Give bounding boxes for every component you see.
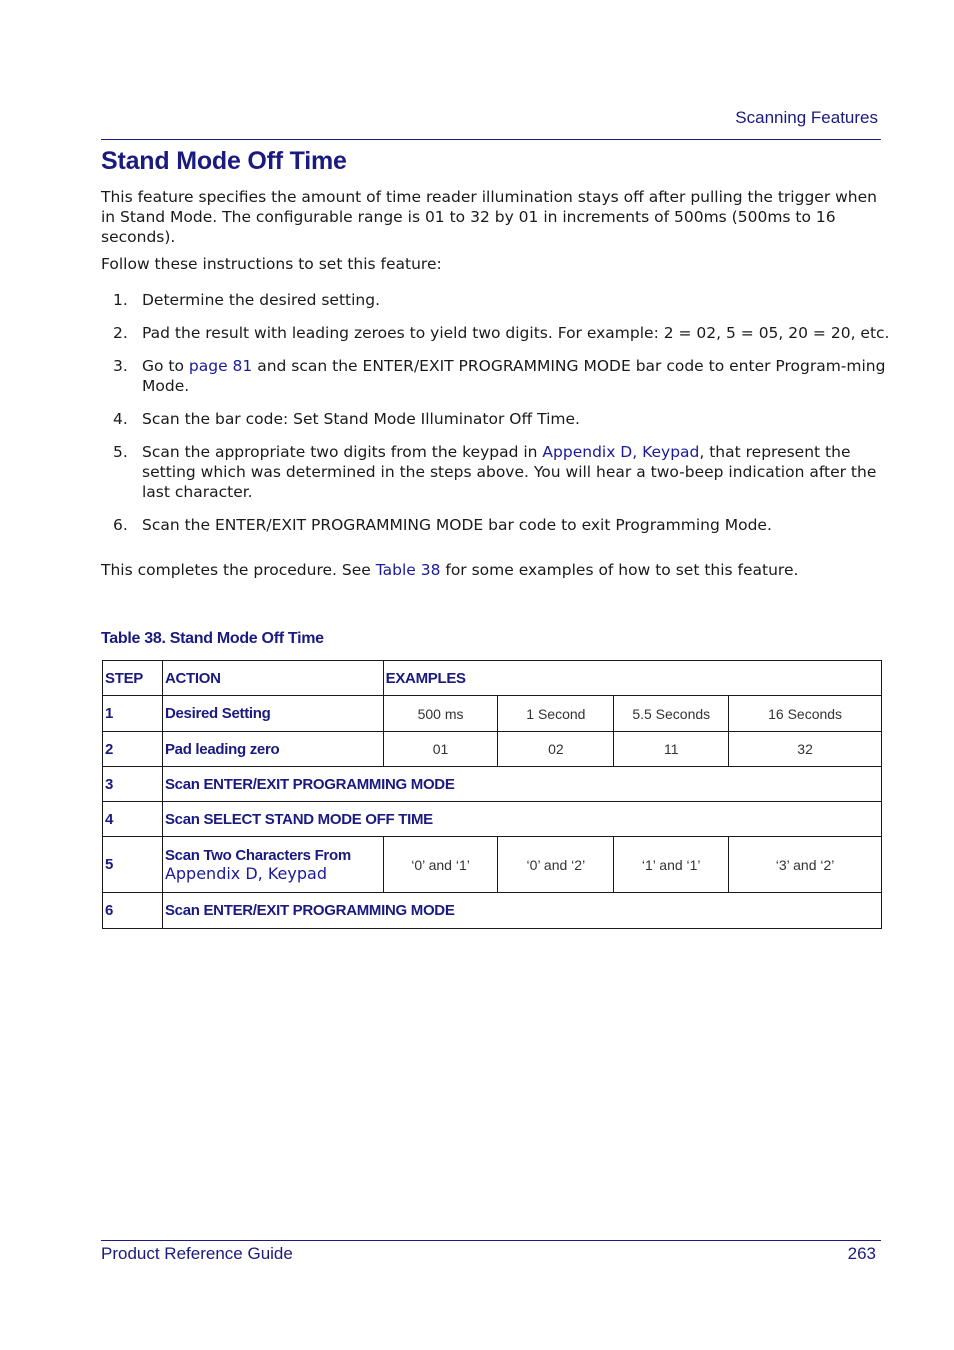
- table-row: [103, 893, 882, 929]
- page-number: 263: [847, 1244, 876, 1263]
- row-action: Scan ENTER/EXIT PROGRAMMING MODE: [162, 767, 881, 802]
- step-text-pre: Go to: [142, 357, 189, 375]
- example-cell: 500 ms: [383, 696, 498, 732]
- header-examples: EXAMPLES: [383, 661, 881, 696]
- example-cell: ‘0’ and ‘1’: [383, 837, 498, 893]
- page-title: Stand Mode Off Time: [101, 147, 347, 175]
- table-link[interactable]: Table 38: [375, 561, 441, 579]
- row-action: Scan ENTER/EXIT PROGRAMMING MODE: [162, 893, 881, 929]
- step-item: [101, 442, 891, 502]
- example-cell: ‘1’ and ‘1’: [614, 837, 729, 893]
- step-number: 6.: [113, 516, 128, 534]
- row-step: 3: [103, 767, 163, 802]
- row-action: Pad leading zero: [162, 732, 383, 767]
- step-item: [101, 290, 891, 310]
- step-item: [101, 323, 891, 343]
- settings-table: [102, 660, 882, 929]
- page-link[interactable]: page 81: [188, 357, 253, 375]
- step-text: Determine the desired setting.: [142, 291, 380, 309]
- step-item: [101, 515, 891, 535]
- row-step: 6: [103, 893, 163, 929]
- example-cell: ‘0’ and ‘2’: [498, 837, 614, 893]
- step-item: [101, 409, 891, 429]
- row-step: 5: [103, 837, 163, 893]
- row-step: 4: [103, 802, 163, 837]
- appendix-link[interactable]: Appendix D, Keypad: [542, 443, 700, 461]
- step-number: 5.: [113, 443, 128, 461]
- closing-paragraph: [101, 560, 891, 580]
- step-text: Scan the ENTER/EXIT PROGRAMMING MODE bar code to exit Programming Mode.: [142, 516, 772, 534]
- row-step: 1: [103, 696, 163, 732]
- procedure-steps: [101, 290, 891, 535]
- table-header-row: [103, 661, 882, 696]
- row-action: Scan SELECT STAND MODE OFF TIME: [162, 802, 881, 837]
- footer-guide-title: Product Reference Guide: [101, 1244, 293, 1263]
- example-cell: ‘3’ and ‘2’: [729, 837, 882, 893]
- table-row: [103, 837, 882, 893]
- example-cell: 1 Second: [498, 696, 614, 732]
- header-step: STEP: [103, 661, 163, 696]
- closing-text-post: for some examples of how to set this feature.: [440, 561, 799, 579]
- row-action-text: Scan Two Characters From: [164, 846, 351, 864]
- example-cell: 16 Seconds: [729, 696, 882, 732]
- example-cell: 02: [498, 732, 614, 767]
- step-text-pre: Scan the appropriate two digits from the keypad in: [142, 443, 543, 461]
- intro-paragraph: This feature specifies the amount of time reader illumination stays off after pulling the trigger when in Stand Mode. The configurable range is 01 to 32 by 01 in increments of 500ms (500ms to 16 seconds).: [101, 188, 877, 246]
- table-caption: Table 38. Stand Mode Off Time: [101, 630, 324, 647]
- step-text-post: , that represent the setting which was determined in the steps above. You will hear a two-beep indication after the last character.: [142, 443, 877, 501]
- row-action: [162, 837, 383, 893]
- closing-text-pre: This completes the procedure. See: [101, 561, 376, 579]
- row-action: Desired Setting: [162, 696, 383, 732]
- header-action: ACTION: [162, 661, 383, 696]
- footer-rule: [101, 1240, 881, 1241]
- step-text-post: and scan the ENTER/EXIT PROGRAMMING MODE bar code to enter Program-ming Mode.: [142, 357, 886, 395]
- step-number: 4.: [113, 410, 128, 428]
- running-header: Scanning Features: [735, 108, 878, 127]
- example-cell: 32: [729, 732, 882, 767]
- example-cell: 5.5 Seconds: [614, 696, 729, 732]
- instructions-lead: Follow these instructions to set this feature:: [101, 255, 442, 273]
- appendix-link[interactable]: Appendix D, Keypad: [164, 863, 327, 883]
- step-number: 1.: [113, 291, 128, 309]
- example-cell: 01: [383, 732, 498, 767]
- step-text: Scan the bar code: Set Stand Mode Illuminator Off Time.: [142, 410, 580, 428]
- step-number: 2.: [113, 324, 128, 342]
- row-step: 2: [103, 732, 163, 767]
- table-row: [103, 802, 882, 837]
- header-rule: [101, 139, 881, 140]
- step-text: Pad the result with leading zeroes to yield two digits. For example: 2 = 02, 5 = 05, 20 = 20, etc.: [142, 324, 890, 342]
- table-row: [103, 732, 882, 767]
- step-number: 3.: [113, 357, 128, 375]
- table-row: [103, 767, 882, 802]
- example-cell: 11: [614, 732, 729, 767]
- step-item: [101, 356, 891, 396]
- table-row: [103, 696, 882, 732]
